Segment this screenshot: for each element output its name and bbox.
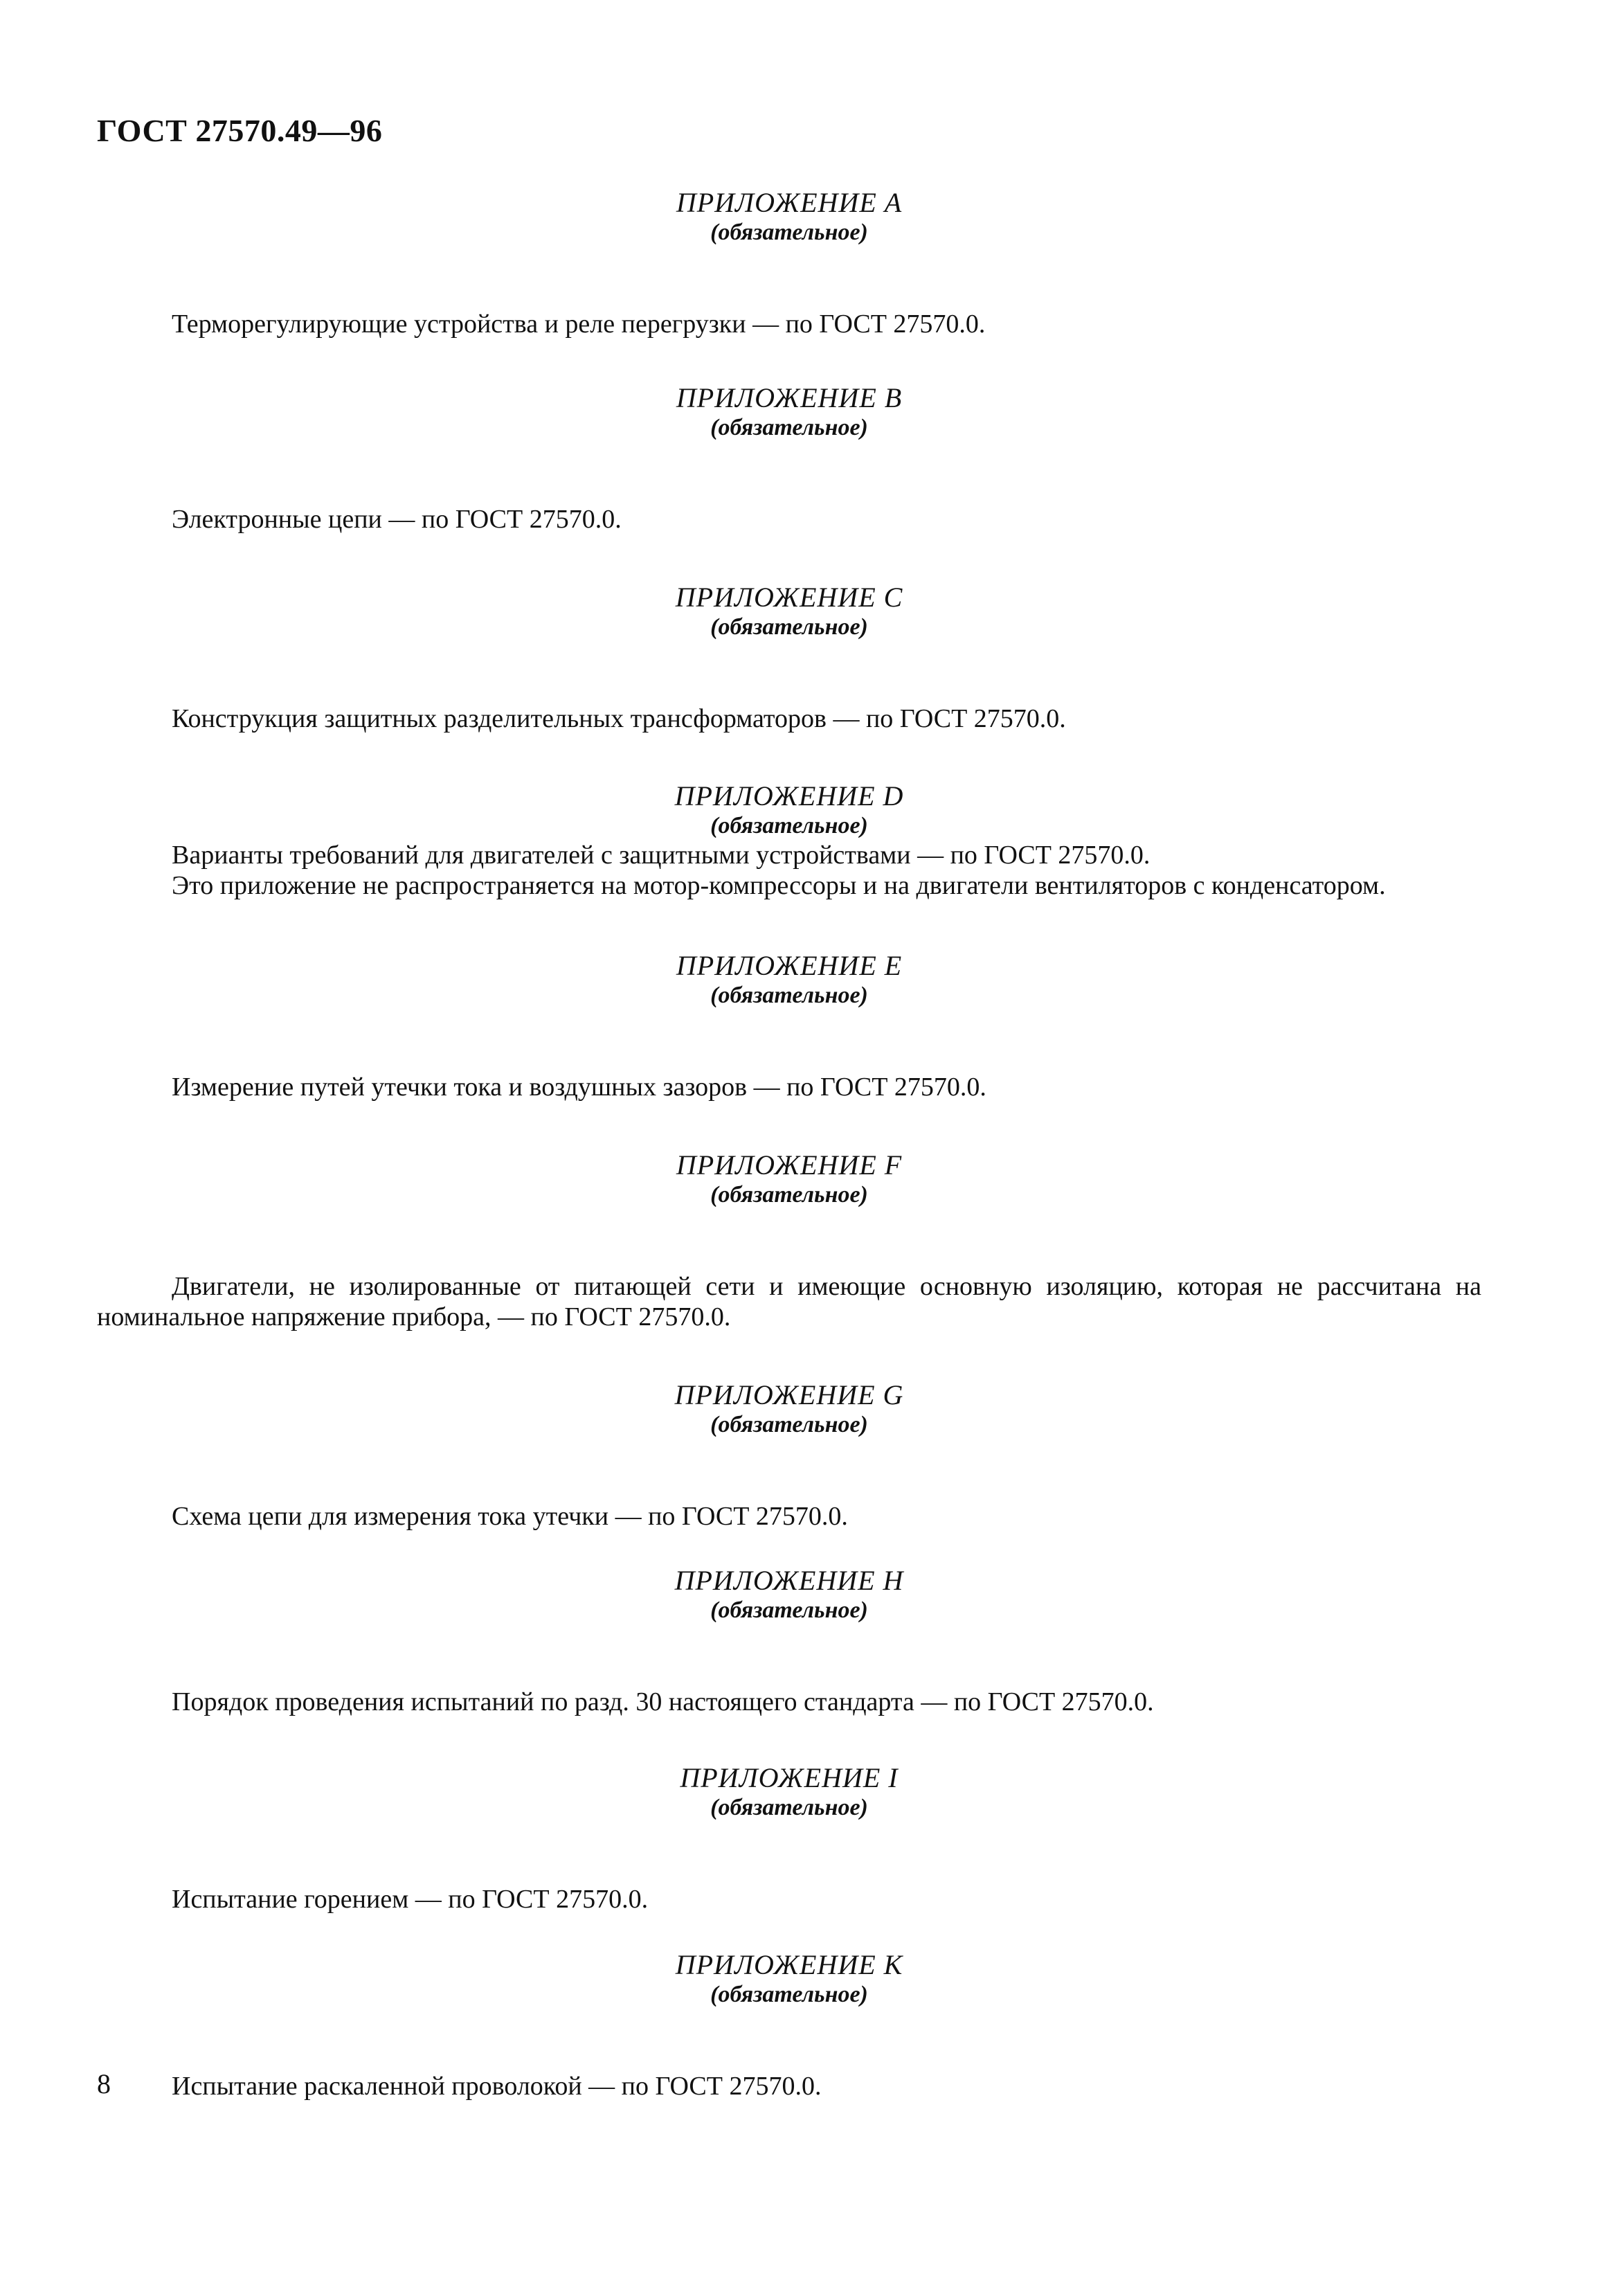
annex-title: ПРИЛОЖЕНИЕ В (676, 382, 903, 413)
annex-status: (обязательное) (710, 983, 868, 1008)
page-number: 8 (97, 2068, 111, 2099)
annex-title: ПРИЛОЖЕНИЕ I (680, 1762, 899, 1793)
annex-body (97, 703, 1481, 734)
annex-body (97, 1271, 1481, 1332)
annex-i (97, 1762, 1481, 1914)
annex-title: ПРИЛОЖЕНИЕ А (676, 187, 903, 218)
annex-c (97, 582, 1481, 734)
annex-status: (обязательное) (710, 1795, 868, 1820)
annex-paragraph: Испытание раскаленной проволокой — по ГОСТ 27570.0. (172, 2072, 822, 2101)
annex-f (97, 1149, 1481, 1332)
annex-title: ПРИЛОЖЕНИЕ К (675, 1949, 903, 1980)
annex-status: (обязательное) (710, 1412, 868, 1437)
annex-body (97, 840, 1481, 901)
annex-title: ПРИЛОЖЕНИЕ Е (676, 950, 903, 981)
annex-status: (обязательное) (710, 1597, 868, 1623)
annex-e (97, 950, 1481, 1102)
annex-body (97, 1687, 1481, 1717)
annex-h (97, 1565, 1481, 1717)
annex-paragraph: Двигатели, не изолированные от питающей сети и имеющие основную изоляцию, которая не рассчитана на номинальное напряжение прибора, — по ГОСТ 27570.0. (97, 1272, 1481, 1331)
document-header: ГОСТ 27570.49—96 (97, 113, 383, 148)
annex-paragraph: Электронные цепи — по ГОСТ 27570.0. (172, 505, 622, 534)
annex-paragraph: Схема цепи для измерения тока утечки — по ГОСТ 27570.0. (172, 1502, 848, 1531)
annex-title: ПРИЛОЖЕНИЕ F (676, 1149, 903, 1181)
annex-status: (обязательное) (710, 1982, 868, 2007)
annex-title: ПРИЛОЖЕНИЕ D (674, 780, 904, 811)
annex-paragraph: Порядок проведения испытаний по разд. 30 настоящего стандарта — по ГОСТ 27570.0. (172, 1687, 1154, 1716)
annex-body (97, 2071, 1481, 2101)
annex-paragraph: Конструкция защитных разделительных трансформаторов — по ГОСТ 27570.0. (172, 704, 1066, 733)
annex-d (97, 780, 1481, 901)
annex-title: ПРИЛОЖЕНИЕ G (674, 1379, 904, 1410)
annex-status: (обязательное) (710, 219, 868, 245)
annex-body (97, 1884, 1481, 1914)
annex-body (97, 504, 1481, 535)
annex-body (97, 1072, 1481, 1102)
annex-status: (обязательное) (710, 813, 868, 838)
annex-paragraph: Терморегулирующие устройства и реле перегрузки — по ГОСТ 27570.0. (172, 310, 986, 339)
annex-b (97, 382, 1481, 535)
annex-paragraph: Это приложение не распространяется на мотор-компрессоры и на двигатели вентиляторов с конденсатором. (172, 871, 1386, 900)
annex-status: (обязательное) (710, 415, 868, 440)
annex-status: (обязательное) (710, 1182, 868, 1208)
annex-paragraph: Испытание горением — по ГОСТ 27570.0. (172, 1885, 649, 1914)
annex-g (97, 1379, 1481, 1532)
annex-body (97, 309, 1481, 339)
annex-k (97, 1949, 1481, 2101)
annex-title: ПРИЛОЖЕНИЕ Н (674, 1565, 904, 1596)
annex-status: (обязательное) (710, 614, 868, 640)
annex-title: ПРИЛОЖЕНИЕ С (675, 582, 903, 613)
annex-a (97, 187, 1481, 339)
annex-paragraph: Измерение путей утечки тока и воздушных зазоров — по ГОСТ 27570.0. (172, 1073, 986, 1102)
annex-paragraph: Варианты требований для двигателей с защитными устройствами — по ГОСТ 27570.0. (172, 841, 1151, 870)
annex-body (97, 1501, 1481, 1532)
